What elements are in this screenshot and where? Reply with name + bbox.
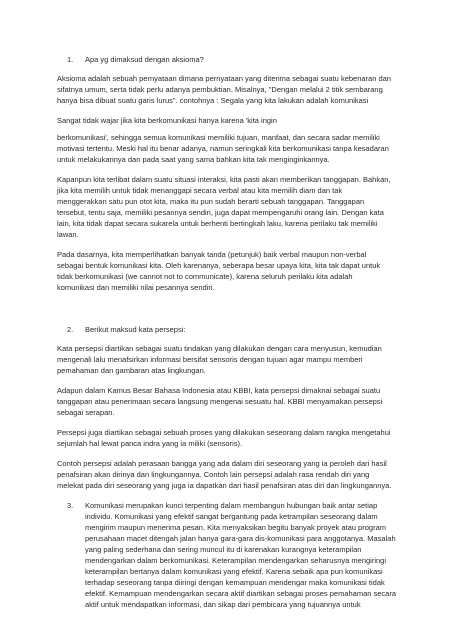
question-3-paragraph — [57, 500, 425, 610]
text-line: tidak berkomunikasi (we cannot not to communicate), karena seluruh perilaku kita adalah — [57, 272, 353, 281]
q1-paragraph-5 — [57, 249, 425, 293]
text-line: yang paling sederhana dan sering muncul itu di karenakan kurangnya keterampilan — [85, 545, 362, 554]
question-1-number: 1. — [67, 55, 74, 64]
q1-paragraph-4 — [57, 174, 425, 240]
text-line: lawan. — [57, 230, 79, 239]
question-1-title: Apa yg dimaksud dengan aksioma? — [85, 55, 204, 64]
text-line: terhadap seseorang tanpa diiringi dengan kemampuan mendengar maka komunikasi tidak — [85, 578, 385, 587]
q2-paragraph-4 — [57, 458, 425, 491]
text-line: mendengarkan dalam berkomunikasi. Keterampilan mendengarkan seharusnya mengiringi — [85, 556, 387, 565]
text-line: lain, kita tidak dapat secara sukarela untuk berhenti bertingkah laku, karena perilaku tak memiliki — [57, 219, 378, 228]
section-spacer — [57, 302, 425, 324]
text-line: melekat pada diri seseorang yang juga ia dapatkan dari hasil penafsiran atas diri dan lingkungannya. — [57, 481, 392, 490]
text-line: mengenali lalu menafsirkan informasi bersifat sensoris dengan tujuan agar mampu memberi — [57, 355, 363, 364]
q1-paragraph-2 — [57, 115, 425, 126]
q2-paragraph-3 — [57, 427, 425, 449]
text-line: jika kita memilih untuk tidak menanggapi secara verbal atau kita memilih diam dan tak — [57, 186, 343, 195]
q2-paragraph-2 — [57, 385, 425, 418]
text-line: Persepsi juga diartikan sebagai sebuah proses yang dilakukan seseorang dalam rangka mengetahui — [57, 428, 391, 437]
text-line: pemahaman dan gambaran atas lingkungan. — [57, 366, 206, 375]
q1-paragraph-3 — [57, 132, 425, 165]
question-2-number: 2. — [67, 325, 74, 334]
text-line: untuk melakukannya dan pada saat yang sama bahkan kita tak menginginkannya. — [57, 155, 330, 164]
text-line: efektif. Kemampuan mendengarkan secara aktif diartikan sebagai proses pemahaman secara — [85, 589, 397, 598]
text-line: sifatnya umum, serta tidak perlu adanya pembuktian. Misalnya, "Dengan melalui 2 titik sembarang — [57, 85, 383, 94]
text-line: Kapanpun kita terlibat dalam suatu situasi interaksi, kita pasti akan memberikan tanggapan. Bahkan, — [57, 175, 391, 184]
text-line: tanggapan atau penerimaan secara langsung mengenai sesuatu hal. KBBI menyamakan persepsi — [57, 397, 383, 406]
text-line: motivasi tertentu. Meski hal itu benar adanya, namun seringkali kita berkomunikasi tanpa kesadaran — [57, 144, 389, 153]
question-2-title: Berikut maksud kata persepsi: — [85, 325, 186, 334]
text-line: individu. Komunikasi yang efektif sangat bergantung pada ketrampilan seseorang dalam — [85, 512, 378, 521]
document-body — [57, 54, 425, 610]
text-line: berkomunikasi', sehingga semua komunikasi memiliki tujuan, manfaat, dan secara sadar memiliki — [57, 133, 380, 142]
text-line: perusahaan macet ditengah jalan hanya gara-gara dis-komunikasi para anggotanya. Masalah — [85, 534, 396, 543]
question-1-heading — [57, 54, 425, 65]
q1-paragraph-1 — [57, 73, 425, 106]
text-line: penafsiran akan dirinya dan lingkungannya. Contoh lain persepsi adalah rasa rendah diri yang — [57, 470, 370, 479]
q2-paragraph-1 — [57, 343, 425, 376]
text-line: tersebut, tentu saja, memiliki pesannya sendiri, juga dapat mempengaruhi orang lain. Dengan kata — [57, 208, 384, 217]
text-line: sejumlah hal lewat panca indra yang ia miliki (sensoris). — [57, 439, 243, 448]
text-line: Komunikasi merupakan kunci terpenting dalam membangun hubungan baik antar setiap — [85, 501, 378, 510]
text-line: komunikasi dan memiliki nilai pesannya sendiri. — [57, 283, 215, 292]
text-line: mengirim maupun menerima pesan. Kita menyaksikan begitu banyak proyek atau program — [85, 523, 386, 532]
question-3-number: 3. — [67, 501, 74, 510]
question-2-heading — [57, 324, 425, 335]
text-line: Kata persepsi diartikan sebagai suatu tindakan yang dilakukan dengan cara menyusun, kemudian — [57, 344, 382, 353]
text-line: sebagai serapan. — [57, 408, 115, 417]
text-line: Aksioma adalah sebuah pernyataan dimana pernyataan yang diterima sebagai suatu kebenaran dan — [57, 74, 391, 83]
text-line: sebagai bentuk komunikasi kita. Oleh karenanya, seberapa besar upaya kita, kita tak dapat untuk — [57, 261, 381, 270]
text-line: hanya bisa dibuat suatu garis lurus". contohnya : Segala yang kita lakukan adalah komunikasi — [57, 96, 369, 105]
text-line: keterampilan bertanya dalam komunikasi yang efektif. Karena sebaik apa pun komunikasi — [85, 567, 383, 576]
text-line: Pada dasarnya, kita memperlihatkan banyak tanda (petunjuk) baik verbal maupun non-verbal — [57, 250, 367, 259]
text-line: aktif untuk mendapatkan informasi, dan sikap dari pembicara yang tujuannya untuk — [85, 600, 361, 609]
text-line: Sangat tidak wajar jika kita berkomunikasi hanya karena 'kita ingin — [57, 116, 277, 125]
text-line: Contoh persepsi adalah perasaan bangga yang ada dalam diri seseorang yang ia peroleh dari hasil — [57, 459, 387, 468]
text-line: Adapun dalam Kamus Besar Bahasa Indonesia atau KBBI, kata persepsi dimaknai sebagai suatu — [57, 386, 381, 395]
text-line: menggerakkan satu pun otot kita, maka itu pun sudah berarti sebuah tanggapan. Tanggapan — [57, 197, 365, 206]
